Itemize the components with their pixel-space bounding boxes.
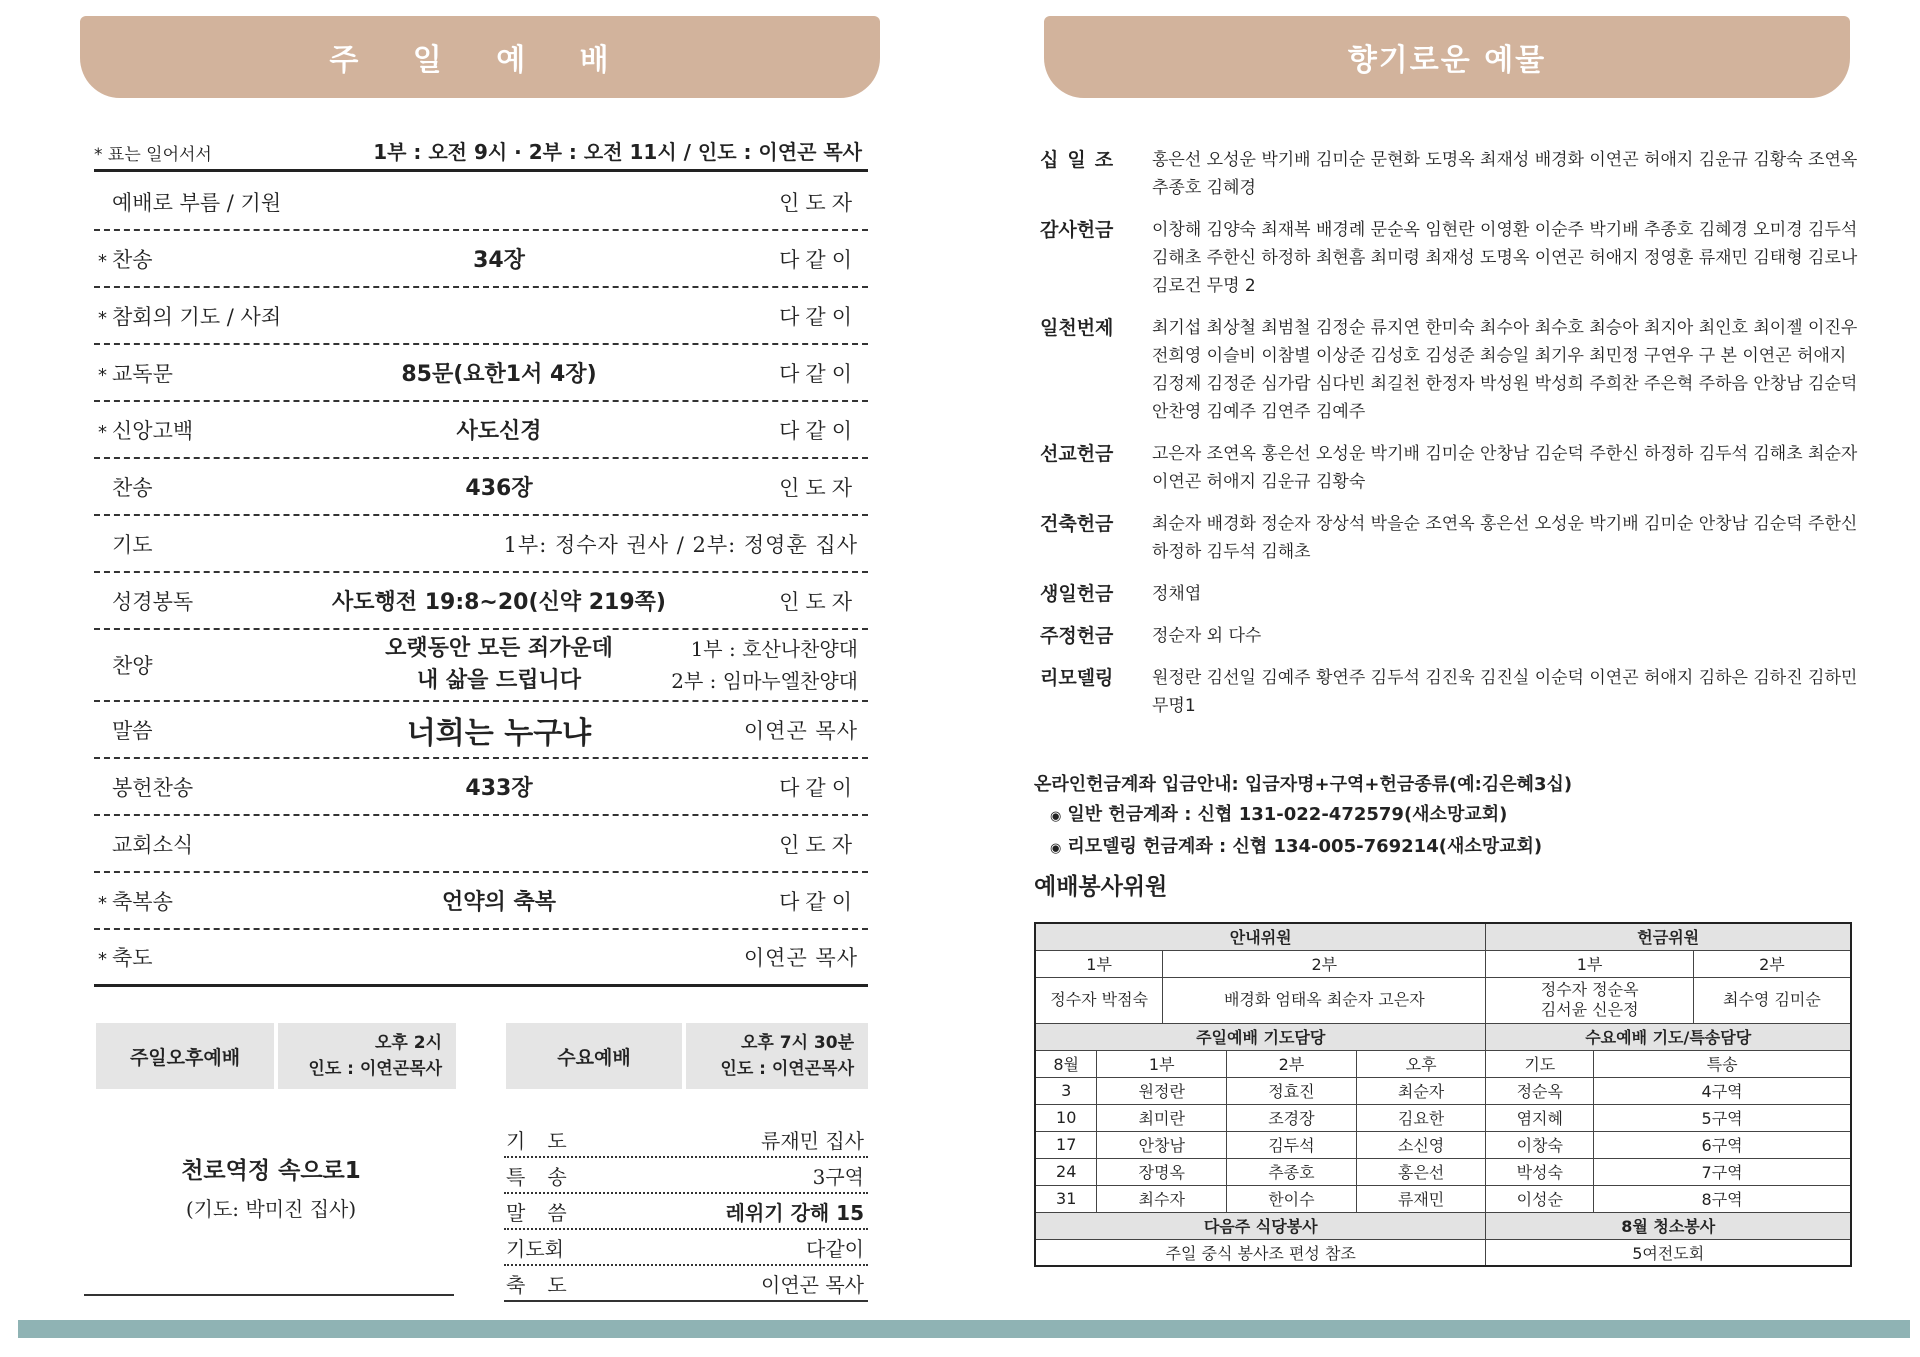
offering-names: 홍은선 오성운 박기배 김미순 문현화 도명옥 최재성 배경화 이연곤 허애지 김운규 김황숙 조연옥 추종호 김혜경: [1152, 150, 1858, 198]
part1-prayer-cell: 최수자: [1097, 1185, 1227, 1212]
order-item-leader: 인도자: [779, 832, 858, 857]
date-cell: 3: [1035, 1077, 1097, 1104]
wednesday-item: 말씀: [506, 1201, 589, 1225]
table-row: [1035, 1104, 1851, 1131]
offering-type: 주정헌금: [1040, 625, 1114, 647]
order-item-leader: 인도자: [779, 190, 858, 215]
col-afternoon: 오후: [1356, 1050, 1486, 1077]
series-prayer: (기도: 박미진 집사): [185, 1197, 357, 1221]
order-item-title: * 신앙고백: [98, 418, 194, 443]
offering-names: 원정란 김선일 김예주 황연주 김두석 김진욱 김진실 이순덕 이연곤 허애지 김하은 김하진 김하민 무명1: [1152, 668, 1858, 716]
wednesday-value: 다같이: [806, 1237, 864, 1261]
sunday-prayer-header: 주일예배 기도담당: [1035, 1023, 1486, 1050]
wednesday-item: 기도: [506, 1129, 589, 1153]
order-row: [94, 459, 868, 516]
afternoon-sermon-series: [86, 1152, 456, 1222]
special-song-cell: 7구역: [1594, 1158, 1851, 1185]
order-item-content: 433장: [465, 776, 533, 801]
order-item-title: 예배로 부름 / 기원: [112, 190, 282, 215]
order-item-title: 찬양: [112, 654, 153, 678]
choir-leaders: 1부 : 호산나찬양대 2부 : 임마누엘찬양대: [671, 637, 858, 693]
offering-row: [1040, 146, 1860, 202]
order-row: [94, 573, 868, 630]
online-account-info: [1034, 770, 1572, 864]
order-item-title: * 찬송: [98, 247, 153, 272]
order-item-title: 봉헌찬송: [112, 775, 194, 800]
volunteer-table: [1034, 922, 1852, 1267]
order-row-choir: [94, 630, 868, 702]
part1-prayer-cell: 원정란: [1097, 1077, 1227, 1104]
general-account: ◉ 일반 헌금계좌 : 신협 131-022-472579(새소망교회): [1050, 804, 1508, 825]
special-song-cell: 4구역: [1594, 1077, 1851, 1104]
col-month: 8월: [1035, 1050, 1097, 1077]
wednesday-prayer-cell: 이성순: [1486, 1185, 1594, 1212]
standing-mark: *: [98, 949, 107, 970]
order-item-content: 85문(요한1서 4장): [401, 362, 597, 387]
wednesday-value: 이연곤 목사: [761, 1273, 864, 1297]
wednesday-service-info: [686, 1023, 868, 1089]
offering-type: 건축헌금: [1040, 513, 1114, 535]
order-item-title: 교회소식: [112, 832, 194, 857]
offering-header: 헌금위원: [1486, 923, 1851, 950]
order-item-leader: 다같이: [779, 304, 858, 329]
order-item-leader: 다같이: [779, 361, 858, 386]
date-cell: 31: [1035, 1185, 1097, 1212]
afternoon-service-box: [96, 1023, 456, 1089]
offering-names: 이창해 김양숙 최재복 배경례 문순옥 임현란 이영환 이순주 박기배 추종호 김혜경 오미경 김두석 김해초 주한신 하정하 최현흠 최미령 최재성 도명옥 이연곤 허애지 정영훈 류재민 김태형 김로나 김로건 무명 2: [1152, 220, 1858, 296]
col-special-song: 특송: [1594, 1050, 1851, 1077]
offering-names: 최기섭 최상철 최범철 김정순 류지연 한미숙 최수아 최수호 최승아 최지아 최인호 최이젤 이진우 전희영 이슬비 이참별 이상준 김성호 김성준 최승일 최기우 최민정 구연우 구 본 이연곤 허애지 김정제 김정준 심가람 심다빈 최길천 한정자 박성원 박성희 주희찬 주은혁 주하음 안창남 김순덕 안찬영 김예주 김연주 김예주: [1152, 318, 1858, 422]
divider: [84, 1294, 454, 1296]
order-item-content: 436장: [465, 476, 533, 501]
wednesday-row: [504, 1158, 868, 1194]
offering-names: 정채엽: [1152, 584, 1202, 604]
offerings-banner: [1044, 16, 1850, 98]
offering-row: [1040, 440, 1860, 496]
order-row: [94, 816, 868, 873]
table-row: [1035, 1077, 1851, 1104]
order-row: [94, 345, 868, 402]
part2-prayer-cell: 한이수: [1227, 1185, 1357, 1212]
offering-names: 최순자 배경화 정순자 장상석 박을순 조연옥 홍은선 오성운 박기배 김미순 안창남 김순덕 주한신 하정하 김두석 김해초: [1152, 514, 1858, 562]
special-song-cell: 6구역: [1594, 1131, 1851, 1158]
wednesday-prayer-cell: 박성숙: [1486, 1158, 1594, 1185]
wednesday-row: [504, 1122, 868, 1158]
offering-type: 생일헌금: [1040, 583, 1114, 605]
sermon-title: 너희는 누구냐: [406, 715, 592, 751]
order-item-title: * 축복송: [98, 889, 173, 914]
offerings-list: [1040, 146, 1860, 734]
special-song-cell: 8구역: [1594, 1185, 1851, 1212]
footer-band: [18, 1320, 1910, 1338]
offering-type: 일천번제: [1040, 317, 1114, 339]
part2-prayer-cell: 김두석: [1227, 1131, 1357, 1158]
wednesday-service-leader: 인도 : 이연곤목사: [720, 1059, 854, 1079]
kitchen-value: 주일 중식 봉사조 편성 참조: [1035, 1239, 1486, 1266]
afternoon-prayer-cell: 김요한: [1356, 1104, 1486, 1131]
offering-row: [1040, 664, 1860, 720]
standing-mark: *: [98, 421, 107, 443]
offering-type: 리모델링: [1040, 667, 1114, 689]
afternoon-service-name: 주일오후예배: [96, 1023, 274, 1089]
table-row: [1035, 1131, 1851, 1158]
bullet-icon: ◉: [1050, 841, 1062, 856]
order-item-title: 말씀: [112, 718, 153, 743]
standing-mark: *: [98, 250, 107, 272]
standing-mark: *: [98, 364, 107, 386]
order-item-leader: 인도자: [779, 589, 858, 614]
part1-prayer-cell: 안창남: [1097, 1131, 1227, 1158]
order-header: [94, 138, 868, 172]
wednesday-service-box: [506, 1023, 868, 1089]
usher-part1-names: 정수자 박점숙: [1035, 977, 1163, 1023]
wednesday-prayer-cell: 염지혜: [1486, 1104, 1594, 1131]
order-item-title: * 참회의 기도 / 사죄: [98, 304, 282, 329]
date-cell: 10: [1035, 1104, 1097, 1131]
wednesday-prayer-cell: 정순옥: [1486, 1077, 1594, 1104]
offering-row: [1040, 216, 1860, 300]
bullet-icon: ◉: [1050, 809, 1062, 824]
order-row-sermon: [94, 702, 868, 759]
offering-names: 고은자 조연옥 홍은선 오성운 박기배 김미순 안창남 김순덕 주한신 하정하 김두석 김해초 최순자 이연곤 허애지 김운규 김황숙: [1152, 444, 1858, 492]
order-row: [94, 516, 868, 573]
choir-song: 오랫동안 모든 죄가운데 내 삶을 드립니다: [385, 636, 613, 693]
date-cell: 17: [1035, 1131, 1097, 1158]
offering-row: [1040, 314, 1860, 426]
usher-part2: 2부: [1163, 950, 1486, 977]
offering-row: [1040, 622, 1860, 650]
wednesday-row: [504, 1230, 868, 1266]
afternoon-prayer-cell: 소신영: [1356, 1131, 1486, 1158]
order-item-leader: 다같이: [779, 418, 858, 443]
offering-part1-names: 정수자 정순옥 김서윤 신은정: [1486, 977, 1693, 1023]
sunday-worship-title: 주 일 예 배: [329, 43, 631, 78]
offering-type: 선교헌금: [1040, 443, 1114, 465]
afternoon-prayer-cell: 최순자: [1356, 1077, 1486, 1104]
col-part1: 1부: [1097, 1050, 1227, 1077]
volunteer-title: 예배봉사위원: [1034, 874, 1168, 900]
order-row: [94, 930, 868, 987]
usher-part1: 1부: [1035, 950, 1163, 977]
special-song-cell: 5구역: [1594, 1104, 1851, 1131]
order-item-content: 사도신경: [456, 419, 542, 444]
wednesday-row: [504, 1194, 868, 1230]
order-row: [94, 231, 868, 288]
order-of-service: [94, 174, 868, 987]
wednesday-prayer-cell: 이창숙: [1486, 1131, 1594, 1158]
col-part2: 2부: [1227, 1050, 1357, 1077]
table-row: [1035, 1185, 1851, 1212]
order-item-title: * 축도: [98, 946, 153, 970]
order-item-leader: 다같이: [779, 775, 858, 800]
afternoon-service-time: 오후 2시: [374, 1033, 442, 1053]
cleaning-value: 5여전도회: [1486, 1239, 1851, 1266]
wednesday-service-name: 수요예배: [506, 1023, 682, 1089]
part1-prayer-cell: 장명옥: [1097, 1158, 1227, 1185]
order-row: [94, 174, 868, 231]
order-item-leader: 1부: 정수자 권사 / 2부: 정영훈 집사: [503, 532, 858, 557]
wednesday-service-time: 오후 7시 30분: [740, 1033, 854, 1053]
offering-part2-names: 최수영 김미순: [1693, 977, 1851, 1023]
wednesday-value: 레위기 강해 15: [725, 1201, 864, 1225]
order-item-content: 34장: [473, 248, 525, 273]
series-title: 천로역정 속으로1: [181, 1158, 361, 1184]
order-row: [94, 759, 868, 816]
usher-part2-names: 배경화 엄태옥 최순자 고은자: [1163, 977, 1486, 1023]
stand-note: * 표는 일어서서: [94, 145, 212, 165]
afternoon-prayer-cell: 홍은선: [1356, 1158, 1486, 1185]
service-schedule: 1부 : 오전 9시 · 2부 : 오전 11시 / 인도 : 이연곤 목사: [373, 140, 862, 164]
part2-prayer-cell: 정효진: [1227, 1077, 1357, 1104]
afternoon-prayer-cell: 류재민: [1356, 1185, 1486, 1212]
afternoon-service-info: [278, 1023, 456, 1089]
remodel-account: ◉ 리모델링 헌금계좌 : 신협 134-005-769214(새소망교회): [1050, 836, 1543, 857]
table-row: [1035, 1158, 1851, 1185]
order-item-title: 찬송: [112, 475, 153, 500]
standing-mark: *: [98, 307, 107, 329]
order-row: [94, 873, 868, 930]
part1-prayer-cell: 최미란: [1097, 1104, 1227, 1131]
afternoon-service-leader: 인도 : 이연곤목사: [308, 1059, 442, 1079]
account-guide: 온라인헌금계좌 입금안내: 입금자명+구역+헌금종류(예:김은혜3십): [1034, 774, 1573, 795]
standing-mark: *: [98, 892, 107, 914]
order-item-title: * 교독문: [98, 361, 173, 386]
part2-prayer-cell: 조경장: [1227, 1104, 1357, 1131]
wednesday-item: 특송: [506, 1165, 589, 1189]
offering-part1: 1부: [1486, 950, 1693, 977]
date-cell: 24: [1035, 1158, 1097, 1185]
offering-part2: 2부: [1693, 950, 1851, 977]
wednesday-item: 기도회: [506, 1237, 564, 1261]
order-item-content: 언약의 축복: [442, 890, 556, 915]
wednesday-order: [504, 1122, 868, 1302]
offering-type: 십일조: [1040, 149, 1123, 171]
order-item-title: 기도: [112, 532, 153, 557]
order-item-leader: 다같이: [779, 247, 858, 272]
wednesday-prayer-header: 수요예배 기도/특송담당: [1486, 1023, 1851, 1050]
offering-row: [1040, 510, 1860, 566]
order-item-content: 사도행전 19:8~20(신약 219쪽): [332, 590, 666, 615]
col-prayer: 기도: [1486, 1050, 1594, 1077]
wednesday-value: 류재민 집사: [761, 1129, 864, 1153]
order-item-leader: 인도자: [779, 475, 858, 500]
cleaning-header: 8월 청소봉사: [1486, 1212, 1851, 1239]
order-item-leader: 이연곤 목사: [743, 946, 858, 970]
sermon-preacher: 이연곤 목사: [743, 718, 858, 743]
part2-prayer-cell: 추종호: [1227, 1158, 1357, 1185]
order-item-leader: 다같이: [779, 889, 858, 914]
order-row: [94, 402, 868, 459]
wednesday-value: 3구역: [812, 1165, 864, 1189]
order-item-title: 성경봉독: [112, 589, 194, 614]
usher-header: 안내위원: [1035, 923, 1486, 950]
offering-type: 감사헌금: [1040, 219, 1114, 241]
wednesday-row: [504, 1266, 868, 1302]
kitchen-header: 다음주 식당봉사: [1035, 1212, 1486, 1239]
offering-row: [1040, 580, 1860, 608]
order-row: [94, 288, 868, 345]
wednesday-item: 축도: [506, 1273, 589, 1297]
sunday-worship-banner: [80, 16, 880, 98]
offering-names: 정순자 외 다수: [1152, 626, 1262, 646]
offerings-title: 향기로운 예물: [1347, 43, 1547, 78]
